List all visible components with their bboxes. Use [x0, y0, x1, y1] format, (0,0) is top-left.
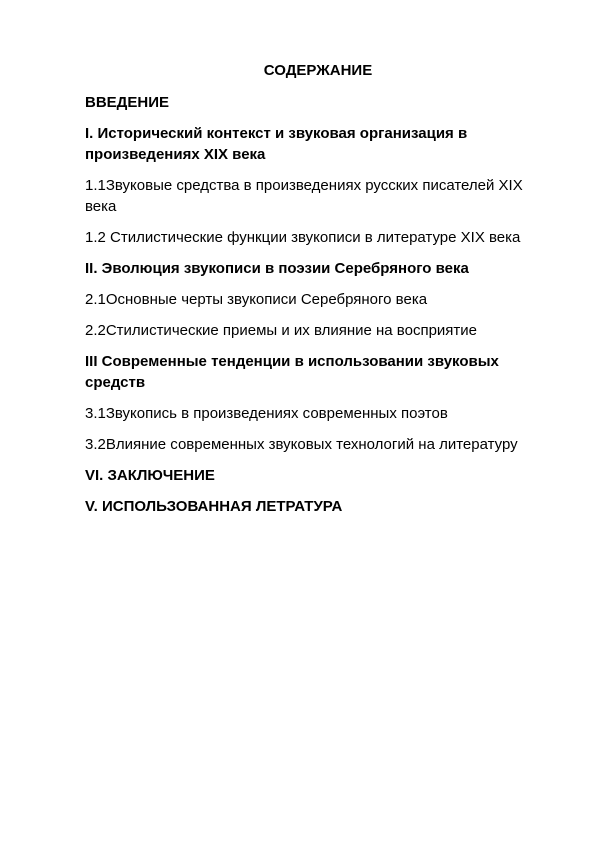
toc-entry-section-1-1: 1.1Звуковые средства в произведениях русских писателей XIX века — [85, 177, 523, 215]
toc-entry-chapter-3: III Современные тенденции в использовании звуковых средств — [85, 353, 499, 391]
toc-entry-section-2-2: 2.2Стилистические приемы и их влияние на восприятие — [85, 322, 478, 339]
toc-entry-conclusion: VI. ЗАКЛЮЧЕНИЕ — [85, 467, 215, 484]
page-title: СОДЕРЖАНИЕ — [263, 62, 373, 79]
toc-entry-references: V. ИСПОЛЬЗОВАННАЯ ЛЕТРАТУРА — [85, 498, 343, 515]
toc-entry-introduction: ВВЕДЕНИЕ — [85, 94, 169, 111]
toc-entry-section-3-2: 3.2Влияние современных звуковых технологий на литературу — [85, 436, 518, 453]
toc-entry-chapter-1: I. Исторический контекст и звуковая организация в произведениях XIX века — [85, 125, 468, 163]
toc-entry-section-1-2: 1.2 Стилистические функции звукописи в литературе XIX века — [85, 229, 521, 246]
toc-entry-section-2-1: 2.1Основные черты звукописи Серебряного века — [85, 291, 428, 308]
toc-entry-section-3-1: 3.1Звукопись в произведениях современных поэтов — [85, 405, 448, 422]
toc-entry-chapter-2: II. Эволюция звукописи в поэзии Серебряного века — [85, 260, 469, 277]
table-of-contents — [85, 92, 540, 527]
